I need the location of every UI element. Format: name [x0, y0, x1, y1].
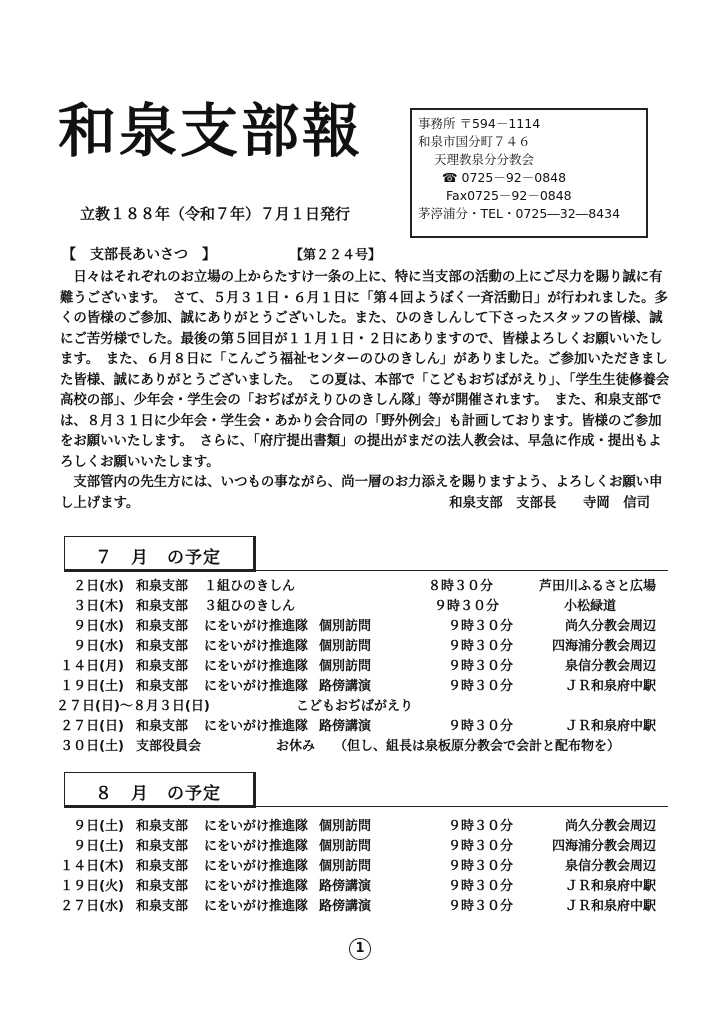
schedule-row — [56, 875, 656, 893]
august-heading: ８ 月 の予定 — [95, 784, 221, 804]
row-branch: 和泉支部 — [136, 619, 189, 634]
office-fax: Fax0725－92－0848 — [446, 188, 572, 203]
publication-date: 立教１８８年（令和７年）７月１日発行 — [80, 205, 351, 223]
row-activity: 個別訪問 — [319, 839, 372, 854]
row-date: １９日(火) — [60, 879, 124, 894]
row-place: ＪＲ和泉府中駅 — [564, 719, 656, 734]
row-place: ＪＲ和泉府中駅 — [564, 899, 656, 914]
row-date: ９日(水) — [73, 619, 124, 634]
row-group: にをいがけ推進隊 — [204, 819, 309, 834]
schedule-row — [56, 735, 656, 753]
row-activity: 個別訪問 — [319, 659, 372, 674]
schedule-row — [56, 655, 656, 673]
row-time: ９時３０分 — [448, 639, 514, 654]
row-group: にをいがけ推進隊 — [204, 659, 309, 674]
august-schedule — [56, 815, 656, 915]
row-activity: 個別訪問 — [319, 859, 372, 874]
row-time: ９時３０分 — [448, 719, 514, 734]
row-place: ＪＲ和泉府中駅 — [564, 879, 656, 894]
schedule-row — [56, 595, 656, 613]
row-time: ９時３０分 — [448, 679, 514, 694]
row-group: にをいがけ推進隊 — [204, 839, 309, 854]
office-phone: ☎ 0725－92－0848 — [442, 170, 567, 185]
row-place: ＪＲ和泉府中駅 — [564, 679, 656, 694]
row-group: にをいがけ推進隊 — [204, 899, 309, 914]
row-date: ２日(水) — [73, 579, 124, 594]
row-activity: 路傍講演 — [319, 899, 372, 914]
row-time: ９時３０分 — [448, 619, 514, 634]
issue-number: 【第２２４号】 — [290, 248, 382, 263]
schedule-row — [56, 835, 656, 853]
schedule-row-span — [56, 695, 656, 713]
row-place: 尚久分教会周辺 — [564, 619, 656, 634]
row-branch: 支部役員会 — [136, 739, 202, 754]
row-branch: 和泉支部 — [136, 659, 189, 674]
row-branch: 和泉支部 — [136, 599, 189, 614]
row-branch: 和泉支部 — [136, 639, 189, 654]
office-info-box — [410, 108, 648, 238]
row-branch: 和泉支部 — [136, 819, 189, 834]
row-date: ９日(土) — [73, 839, 124, 854]
signature: 和泉支部 支部長 寺岡 信司 — [449, 496, 650, 511]
row-time: ９時３０分 — [448, 839, 514, 854]
july-heading-box — [64, 536, 256, 572]
row-time: ９時３０分 — [448, 879, 514, 894]
row-date: ３０日(土) — [60, 739, 124, 754]
row-date: ２７日(日) — [60, 719, 124, 734]
row-group: にをいがけ推進隊 — [204, 879, 309, 894]
row-branch: 和泉支部 — [136, 719, 189, 734]
row-activity: 個別訪問 — [319, 639, 372, 654]
row-date: ３日(木) — [73, 599, 124, 614]
row-activity: 路傍講演 — [319, 719, 372, 734]
row-place: 尚久分教会周辺 — [564, 819, 656, 834]
office-address: 和泉市国分町７４６ — [418, 134, 531, 149]
row-date: ９日(土) — [73, 819, 124, 834]
schedule-row — [56, 615, 656, 633]
row-activity: 路傍講演 — [319, 879, 372, 894]
schedule-row — [56, 815, 656, 833]
row-time: ９時３０分 — [448, 659, 514, 674]
row-branch: 和泉支部 — [136, 859, 189, 874]
row-time: ９時３０分 — [448, 899, 514, 914]
schedule-row — [56, 675, 656, 693]
row-group: にをいがけ推進隊 — [204, 679, 309, 694]
row-group: にをいがけ推進隊 — [204, 639, 309, 654]
newsletter-title: 和泉支部報 — [58, 97, 364, 165]
row-time: ９時３０分 — [434, 599, 500, 614]
greeting-body — [60, 268, 683, 514]
row-date: １９日(土) — [60, 679, 124, 694]
row-event: こどもおぢばがえり — [296, 699, 414, 714]
august-heading-box — [64, 772, 256, 808]
row-activity: 路傍講演 — [319, 679, 372, 694]
row-place: 泉信分教会周辺 — [564, 659, 656, 674]
row-time: ８時３０分 — [428, 579, 494, 594]
july-heading-rule — [254, 570, 668, 571]
page-number: 1 — [349, 938, 371, 960]
row-group: にをいがけ推進隊 — [204, 719, 309, 734]
july-heading: ７ 月 の予定 — [95, 548, 221, 568]
row-branch: 和泉支部 — [136, 879, 189, 894]
row-place: 四海浦分教会周辺 — [551, 639, 656, 654]
row-place: 小松緑道 — [563, 599, 616, 614]
row-place: 芦田川ふるさと広場 — [538, 579, 656, 594]
row-time: ９時３０分 — [448, 819, 514, 834]
row-date: １４日(木) — [60, 859, 124, 874]
row-group: １組ひのきしん — [204, 579, 296, 594]
schedule-row — [56, 855, 656, 873]
office-church: 天理教泉分分教会 — [434, 152, 535, 167]
schedule-row — [56, 575, 656, 593]
row-place: 泉信分教会周辺 — [564, 859, 656, 874]
row-note: （但し、組長は泉板原分教会で会計と配布物を） — [334, 739, 621, 754]
row-event: お休み — [276, 739, 316, 754]
schedule-row — [56, 715, 656, 733]
row-group: にをいがけ推進隊 — [204, 619, 309, 634]
greeting-paragraph-2: 支部管内の先生方には、いつもの事ながら、尚一層のお力添えを賜りますよう、よろしくお願い申し上げます。 — [60, 475, 663, 511]
row-group: にをいがけ推進隊 — [204, 859, 309, 874]
row-date-range: ２７日(日)～８月３日(日) — [56, 699, 210, 714]
row-date: １４日(月) — [60, 659, 124, 674]
row-branch: 和泉支部 — [136, 899, 189, 914]
row-date: ２７日(水) — [60, 899, 124, 914]
row-branch: 和泉支部 — [136, 679, 189, 694]
row-branch: 和泉支部 — [136, 579, 189, 594]
row-place: 四海浦分教会周辺 — [551, 839, 656, 854]
row-activity: 個別訪問 — [319, 619, 372, 634]
row-activity: 個別訪問 — [319, 819, 372, 834]
row-time: ９時３０分 — [448, 859, 514, 874]
schedule-row — [56, 895, 656, 913]
office-postal: 事務所 〒594－1114 — [418, 116, 541, 131]
greeting-paragraph-1: 日々はそれぞれのお立場の上からたすけ一条の上に、特に当支部の活動の上にご尽力を賜り誠に有難うございます。 さて、５月３１日・６月１日に「第４回ようぼく一斉活動日」が行われました。多くの皆様のご参加、誠にありがとうございした。また、ひのきしんして下さったスタッフの皆様、誠にご苦労様でした。最後の第５回目が１１月１日・２日にありますので、皆様よろしくお願いいたします。 また、６月８日に「こんごう福祉センターのひのきしん」がありました。ご参加いただきました皆様、誠にありがとうございました。 この夏は、本部で「こどもおぢばがえり」、「学生生徒修養会 高校の部」、少年会・学生会の「おぢばがえりひのきしん隊」等が開催されます。 また、和泉支部では、８月３１日に少年会・学生会・あかり会合同の「野外例会」も計画しております。皆様のご参加をお願いいたします。 さらに、「府庁提出書類」の提出がまだの法人教会は、早急に作成・提出もよろしくお願いいたします。 — [60, 270, 683, 470]
row-group: ３組ひのきしん — [204, 599, 296, 614]
row-date: ９日(水) — [73, 639, 124, 654]
greeting-heading: 【 支部長あいさつ 】 — [62, 247, 216, 263]
schedule-row — [56, 635, 656, 653]
july-schedule — [56, 575, 656, 755]
august-heading-rule — [254, 806, 668, 807]
row-branch: 和泉支部 — [136, 839, 189, 854]
office-alt-phone: 茅渟浦分・TEL・0725―32―8434 — [418, 206, 621, 221]
